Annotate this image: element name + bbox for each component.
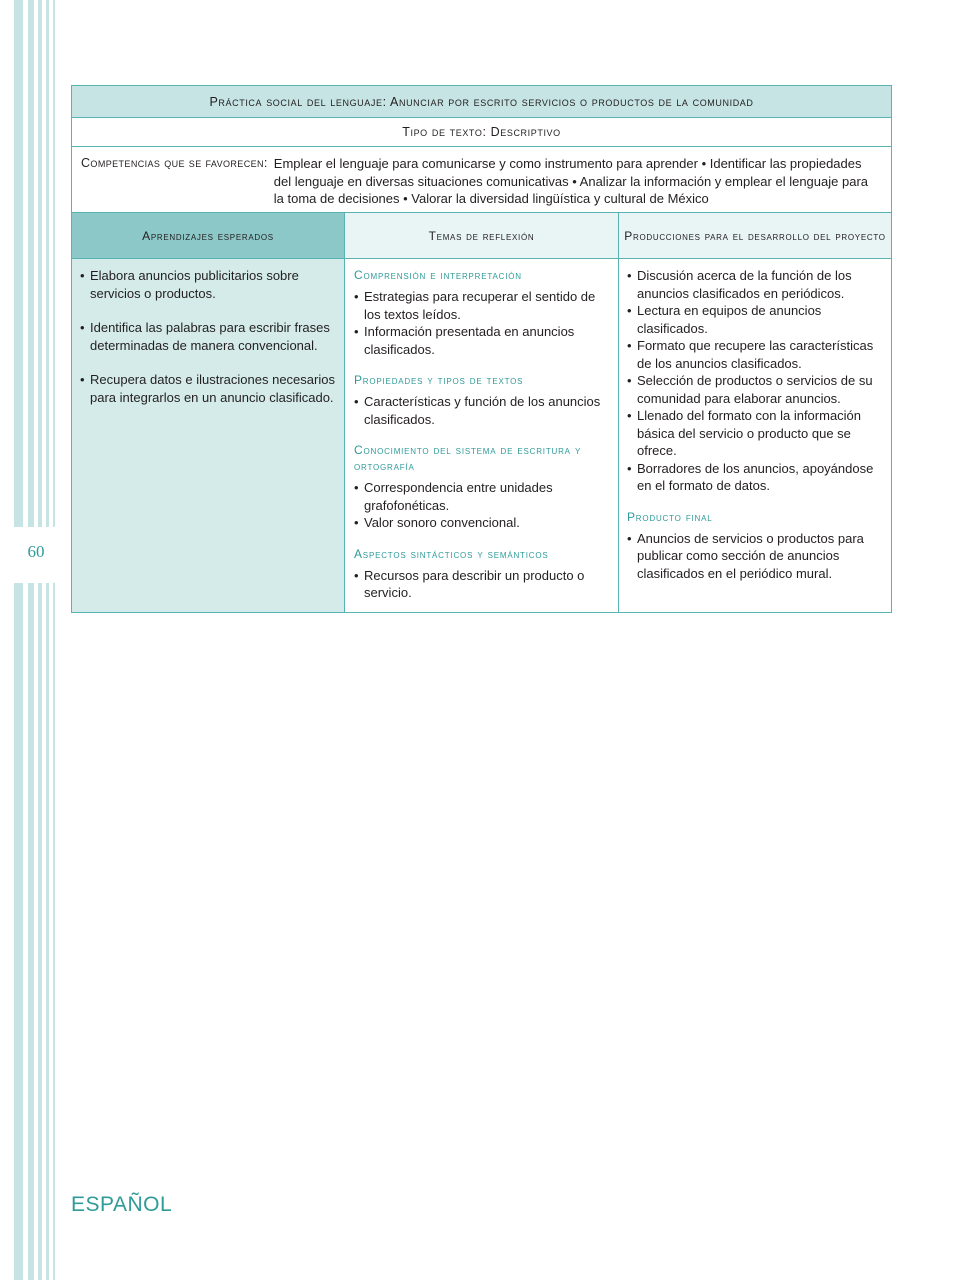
margin-stripe: [46, 0, 49, 1280]
section-title: Conocimiento del sistema de escritura y ortografía: [354, 443, 582, 473]
topic-list: [354, 393, 610, 428]
list-item: • Identifica las palabras para escribir frases determinadas de manera convencional.: [80, 319, 336, 354]
column-header: Producciones para el desarrollo del proyecto: [619, 213, 891, 259]
text-type: Tipo de texto: Descriptivo: [72, 118, 891, 147]
section-title: Producto final: [627, 509, 713, 524]
list-item: • Anuncios de servicios o productos para publicar como sección de anuncios clasificados en el periódico mural.: [627, 530, 885, 583]
section-title: Aspectos sintácticos y semánticos: [354, 546, 549, 561]
list-item: • Características y función de los anuncios clasificados.: [354, 393, 610, 428]
project-table: [71, 85, 892, 613]
topic-section: [354, 372, 610, 428]
productions-section: [627, 267, 885, 495]
column-aprendizajes: [72, 213, 345, 612]
list-item: • Valor sonoro convencional.: [354, 514, 610, 532]
list-item: • Correspondencia entre unidades grafofonéticas.: [354, 479, 610, 514]
margin-stripe: [14, 0, 23, 1280]
subject-footer: ESPAÑOL: [71, 1193, 173, 1216]
aprendizajes-list: [80, 267, 336, 406]
list-item: • Elabora anuncios publicitarios sobre servicios o productos.: [80, 267, 336, 302]
column-temas: [345, 213, 619, 612]
list-item: • Recupera datos e ilustraciones necesarios para integrarlos en un anuncio clasificado.: [80, 371, 336, 406]
list-item: • Recursos para describir un producto o servicio.: [354, 567, 610, 602]
list-item: • Llenado del formato con la información básica del servicio o producto que se ofrece.: [627, 407, 885, 460]
margin-stripe: [28, 0, 34, 1280]
column-header: Temas de reflexión: [345, 213, 618, 259]
list-item: • Lectura en equipos de anuncios clasificados.: [627, 302, 885, 337]
column-body: [619, 259, 891, 612]
list-item: • Selección de productos o servicios de su comunidad para elaborar anuncios.: [627, 372, 885, 407]
list-item: • Borradores de los anuncios, apoyándose en el formato de datos.: [627, 460, 885, 495]
topic-section: [354, 546, 610, 602]
column-header: Aprendizajes esperados: [72, 213, 344, 259]
final-product-list: [627, 530, 885, 583]
column-body: [345, 259, 618, 612]
list-item: • Información presentada en anuncios clasificados.: [354, 323, 610, 358]
competencias-label: Competencias que se favorecen:: [81, 156, 268, 170]
section-title: Comprensión e interpretación: [354, 268, 522, 282]
topic-list: [354, 479, 610, 532]
competencias-row: [72, 147, 891, 213]
table-columns: [72, 213, 891, 612]
list-item: • Discusión acerca de la función de los anuncios clasificados en periódicos.: [627, 267, 885, 302]
table-title: Práctica social del lenguaje: Anunciar por escrito servicios o productos de la comunidad: [72, 86, 891, 118]
section-title: Propiedades y tipos de textos: [354, 373, 524, 387]
column-producciones: [619, 213, 891, 612]
topic-list: [354, 288, 610, 358]
column-body: [72, 259, 344, 612]
competencias-text: Emplear el lenguaje para comunicarse y como instrumento para aprender • Identificar las propiedades del lenguaje en diversas situaciones comunicativas • Analizar la información y emplear el lenguaje para la toma de decisiones • Valorar la diversidad lingüística y cultural de México: [273, 156, 868, 206]
final-product-section: [627, 509, 885, 583]
topic-section: [354, 442, 610, 532]
productions-list: [627, 267, 885, 495]
topic-list: [354, 567, 610, 602]
margin-stripe: [53, 0, 55, 1280]
page-number: 60: [27, 542, 45, 561]
list-item: • Estrategias para recuperar el sentido de los textos leídos.: [354, 288, 610, 323]
topic-section: [354, 267, 610, 358]
margin-stripe: [38, 0, 42, 1280]
list-item: • Formato que recupere las características de los anuncios clasificados.: [627, 337, 885, 372]
